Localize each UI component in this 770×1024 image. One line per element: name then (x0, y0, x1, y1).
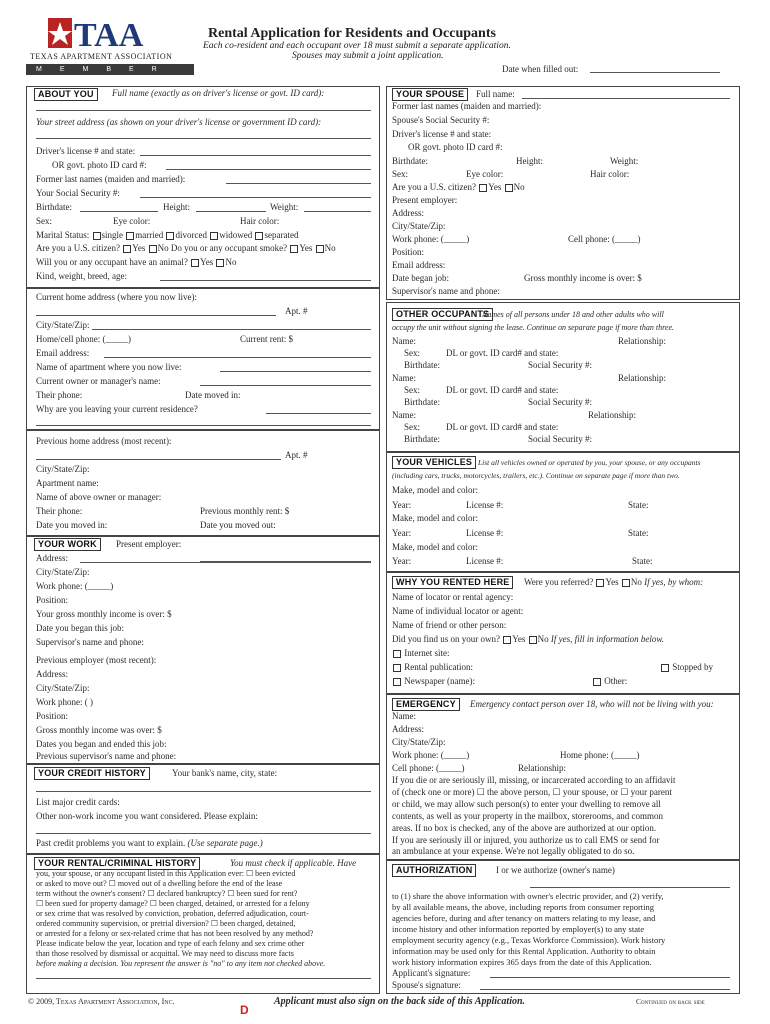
spouse-header: YOUR SPOUSE (392, 88, 468, 101)
spouse-ssn-label: Spouse's Social Security #: (392, 115, 490, 125)
referred-yes-checkbox[interactable] (596, 579, 604, 587)
prev-city-label: City/State/Zip: (36, 464, 90, 474)
spouse-sig-label: Spouse's signature: (392, 980, 461, 990)
criminal-check-note: You must check if applicable. Have (230, 858, 357, 868)
occ3-birthdate-label: Birthdate: (404, 434, 440, 444)
occupants-note-2: occupy the unit without signing the lease. Continue on separate page if more than three. (392, 323, 675, 332)
work-address-field[interactable] (80, 562, 371, 563)
spouse-supervisor-label: Supervisor's name and phone: (392, 286, 500, 296)
work-began-label: Date you began this job: (36, 623, 124, 633)
sign-back-notice: Applicant must also sign on the back side of this Application. (274, 996, 526, 1007)
referred-no-checkbox[interactable] (622, 579, 630, 587)
spouse-citizen-row (392, 182, 525, 193)
prev-employer-label: Previous employer (most recent): (36, 655, 157, 665)
occ2-relationship-label: Relationship: (618, 373, 666, 383)
street-field[interactable] (36, 138, 371, 139)
veh3-year-label: Year: (392, 556, 412, 566)
animal-no-checkbox[interactable] (216, 259, 224, 267)
height-field[interactable] (196, 211, 266, 212)
kind-label: Kind, weight, breed, age: (36, 271, 127, 281)
auth-text-1: by all available means, the above, including reports from consumer reporting (392, 902, 655, 912)
em-work-phone-label: Work phone: (_____) (392, 750, 470, 760)
internet-row (392, 648, 449, 659)
full-name-label: Full name (exactly as on driver's license or govt. ID card): (112, 88, 325, 98)
current-address-field[interactable] (36, 315, 276, 316)
locator-label: Name of locator or rental agency: (392, 592, 514, 602)
criminal-header: YOUR RENTAL/CRIMINAL HISTORY (34, 857, 200, 870)
prev-work-position-label: Position: (36, 711, 69, 721)
form-subtitle-2: Spouses may submit a joint application. (292, 51, 444, 61)
date-label: Date when filled out: (502, 64, 579, 74)
form-title: Rental Application for Residents and Occupants (208, 26, 496, 41)
work-income-label: Your gross monthly income is over: $ (36, 609, 172, 619)
citizen-yes-checkbox[interactable] (123, 245, 131, 253)
prev-work-city-label: City/State/Zip: (36, 683, 90, 693)
bank-label: Your bank's name, city, state: (172, 768, 278, 778)
referred-row (524, 577, 703, 588)
spouse-address-label: Address: (392, 208, 424, 218)
occ3-relationship-label: Relationship: (588, 410, 636, 420)
credit-header: YOUR CREDIT HISTORY (34, 767, 150, 780)
stopped-label: Stopped by (672, 662, 714, 672)
spouse-income-label: Gross monthly income is over: $ (524, 273, 642, 283)
criminal-line-1: or asked to move out? ☐ moved out of a dwelling before the end of the lease (36, 879, 283, 888)
spouse-height-label: Height: (516, 156, 543, 166)
present-employer-label: Present employer: (116, 539, 182, 549)
bank-field[interactable] (36, 791, 371, 792)
occ2-sex-label: Sex: (404, 385, 421, 395)
prev-their-phone-label: Their phone: (36, 506, 83, 516)
birthdate-label: Birthdate: (36, 202, 72, 212)
emergency-header: EMERGENCY (392, 698, 460, 711)
current-city-label: City/State/Zip: (36, 320, 90, 330)
criminal-line-5: ordered community supervision, or pretrial diversion? ☐ been charged, detained, (36, 919, 296, 928)
smoke-yes-label: Yes (299, 243, 313, 253)
single-checkbox[interactable] (93, 232, 101, 240)
authorization-header: AUTHORIZATION (392, 864, 476, 877)
owner-name-field[interactable] (530, 887, 730, 888)
weight-field[interactable] (304, 211, 371, 212)
referred-if-yes: If yes, by whom: (644, 577, 704, 587)
spouse-email-label: Email address: (392, 260, 446, 270)
why-field-2[interactable] (36, 425, 371, 426)
veh3-state-label: State: (632, 556, 653, 566)
criminal-line-8: than those resolved by dismissal or acquittal. We may need to discuss more facts (36, 949, 294, 958)
other-row (592, 676, 627, 687)
current-apt-label: Apt. # (285, 306, 308, 316)
divorced-label: divorced (175, 230, 207, 240)
veh2-state-label: State: (628, 528, 649, 538)
dl-label: Driver's license # and state: (36, 146, 136, 156)
citizen-row (36, 243, 336, 254)
their-phone-label: Their phone: (36, 390, 83, 400)
occ1-dl-label: DL or govt. ID card# and state: (446, 348, 559, 358)
widowed-label: widowed (219, 230, 253, 240)
apt-name-label: Name of apartment where you now live: (36, 362, 182, 372)
em-text-3: contents, as well as your property in the mailbox, storerooms, and common (392, 811, 663, 821)
auth-text-0: to (1) share the above information with owner's electric provider, and (2) verify, (392, 891, 664, 901)
stopped-checkbox[interactable] (661, 664, 669, 672)
svg-text:TAA: TAA (74, 17, 144, 54)
copyright: © 2009, Texas Apartment Association, Inc. (28, 997, 175, 1006)
govt-id-label: OR govt. photo ID card #: (52, 160, 147, 170)
kind-field[interactable] (160, 280, 371, 281)
single-label: single (101, 230, 123, 240)
continued-label: Continued on back side (636, 997, 705, 1006)
spouse-began-label: Date began job: (392, 273, 449, 283)
occ1-relationship-label: Relationship: (618, 336, 666, 346)
prev-address-field[interactable] (36, 459, 281, 460)
govt-id-field[interactable] (166, 169, 371, 170)
work-supervisor-label: Supervisor's name and phone: (36, 637, 144, 647)
veh2-year-label: Year: (392, 528, 412, 538)
occ2-birthdate-label: Birthdate: (404, 397, 440, 407)
veh1-license-label: License #: (466, 500, 504, 510)
citizen-no-label: No (157, 243, 169, 253)
sex-label: Sex: (36, 216, 53, 226)
criminal-line-9: before making a decision. You represent the answer is "no" to any item not checked above. (36, 959, 326, 968)
current-rent-label: Current rent: $ (240, 334, 293, 344)
other-income-field[interactable] (36, 833, 371, 834)
smoke-label: Do you or any occupant smoke? (170, 243, 288, 253)
past-problems-label (36, 838, 263, 849)
animal-no-label: No (225, 257, 237, 267)
hair-label: Hair color: (240, 216, 280, 226)
spouse-work-phone-label: Work phone: (_____) (392, 234, 470, 244)
occ1-sex-label: Sex: (404, 348, 421, 358)
spouse-dl-label: Driver's license # and state: (392, 129, 492, 139)
em-text-1: of (check one or more) ☐ the above person, ☐ your spouse, or ☐ your parent (392, 787, 672, 797)
spouse-employer-label: Present employer: (392, 195, 458, 205)
own-label: Did you find us on your own? (392, 634, 500, 644)
prev-work-income-label: Gross monthly income was over: $ (36, 725, 162, 735)
married-label: married (135, 230, 164, 240)
citizen-label: Are you a U.S. citizen? (36, 243, 120, 253)
prev-rent-label: Previous monthly rent: $ (200, 506, 290, 516)
own-if-yes: If yes, fill in information below. (550, 634, 664, 644)
veh2-make-label: Make, model and color: (392, 513, 478, 523)
page-mark: D (240, 1003, 249, 1017)
separated-label: separated (264, 230, 299, 240)
criminal-line-7: Please indicate below the year, location and type of each felony and sex crime other (36, 939, 305, 948)
veh3-make-label: Make, model and color: (392, 542, 478, 552)
email-label: Email address: (36, 348, 90, 358)
individual-label: Name of individual locator or agent: (392, 606, 524, 616)
vehicles-header: YOUR VEHICLES (392, 456, 476, 469)
spouse-cell-phone-label: Cell phone: (_____) (568, 234, 641, 244)
moved-in-label: Date moved in: (185, 390, 241, 400)
past-problems-note: (Use separate page.) (187, 838, 263, 848)
animal-label: Will you or any occupant have an animal? (36, 257, 188, 267)
current-city-field[interactable] (92, 329, 371, 330)
work-city-label: City/State/Zip: (36, 567, 90, 577)
spouse-citizen-yes-label: Yes (488, 182, 502, 192)
applicant-sig-label: Applicant's signature: (392, 968, 471, 978)
work-address-label: Address: (36, 553, 68, 563)
occ3-name-label: Name: (392, 410, 416, 420)
why-rented-header: WHY YOU RENTED HERE (392, 576, 513, 589)
animal-row (36, 257, 236, 268)
newspaper-label: Newspaper (name): (404, 676, 475, 686)
applicant-signature-field[interactable] (490, 977, 730, 978)
citizen-yes-label: Yes (132, 243, 146, 253)
em-relationship-label: Relationship: (518, 763, 566, 773)
newspaper-checkbox[interactable] (393, 678, 401, 686)
smoke-no-label: No (324, 243, 336, 253)
former-names-label: Former last names (maiden and married): (36, 174, 186, 184)
veh2-license-label: License #: (466, 528, 504, 538)
em-name-label: Name: (392, 711, 416, 721)
divorced-checkbox[interactable] (166, 232, 174, 240)
spouse-name-label: Full name: (476, 89, 515, 99)
spouse-birthdate-label: Birthdate: (392, 156, 428, 166)
married-checkbox[interactable] (126, 232, 134, 240)
widowed-checkbox[interactable] (210, 232, 218, 240)
spouse-citizen-no-checkbox[interactable] (505, 184, 513, 192)
work-phone-label: Work phone: (_____) (36, 581, 114, 591)
publication-checkbox[interactable] (393, 664, 401, 672)
member-bar: MEMBER (26, 64, 194, 75)
spouse-eye-label: Eye color: (466, 169, 504, 179)
spouse-weight-label: Weight: (610, 156, 639, 166)
em-text-2: or child, we may allow such person(s) to enter your dwelling to remove all (392, 799, 661, 809)
auth-text-6: work history information expires 365 days from the date of this Application. (392, 957, 652, 967)
ssn-field[interactable] (140, 197, 371, 198)
prev-moved-in-label: Date you moved in: (36, 520, 108, 530)
why-field[interactable] (266, 413, 371, 414)
em-text-0: If you die or are seriously ill, missing, or incarcerated according to an affidavit (392, 775, 676, 785)
veh3-license-label: License #: (466, 556, 504, 566)
marital-row (36, 230, 298, 241)
apt-name-field[interactable] (220, 371, 371, 372)
authorize-label: I or we authorize (owner's name) (496, 865, 615, 875)
spouse-citizen-no-label: No (513, 182, 525, 192)
form-subtitle-1: Each co-resident and each occupant over 18 must submit a separate application. (203, 41, 511, 51)
criminal-line-6: or arrested for a felony or sex-related crime that has not been resolved by any method? (36, 929, 314, 938)
spouse-citizen-yes-checkbox[interactable] (479, 184, 487, 192)
referred-label: Were you referred? (524, 577, 594, 587)
spouse-sex-label: Sex: (392, 169, 409, 179)
criminal-line-2: term without the owner's consent? ☐ declared bankruptcy? ☐ been sued for rent? (36, 889, 298, 898)
owner-field[interactable] (200, 385, 371, 386)
referred-yes-label: Yes (605, 577, 619, 587)
street-label: Your street address (as shown on your driver's license or government ID card): (36, 117, 322, 127)
em-address-label: Address: (392, 724, 424, 734)
prev-work-phone-label: Work phone: ( ) (36, 697, 94, 707)
cards-label: List major credit cards: (36, 797, 120, 807)
weight-label: Weight: (270, 202, 299, 212)
criminal-details-field[interactable] (36, 978, 371, 979)
dl-field[interactable] (140, 155, 371, 156)
prev-apt-name-label: Apartment name: (36, 478, 99, 488)
spouse-citizen-label: Are you a U.S. citizen? (392, 182, 476, 192)
prev-address-label: Previous home address (most recent): (36, 436, 172, 446)
prev-owner-label: Name of above owner or manager: (36, 492, 162, 502)
full-name-field[interactable] (36, 110, 371, 111)
vehicles-note-2: (including cars, trucks, motorcycles, trailers, etc.). Continue on separate page if more than two. (392, 471, 680, 480)
em-home-phone-label: Home phone: (_____) (560, 750, 640, 760)
emergency-note: Emergency contact person over 18, who will not be living with you: (470, 699, 714, 709)
stopped-row (660, 662, 713, 673)
separated-checkbox[interactable] (255, 232, 263, 240)
internet-label: Internet site: (404, 648, 450, 658)
spouse-govt-id-label: OR govt. photo ID card #: (408, 142, 503, 152)
own-row (392, 634, 664, 645)
citizen-no-checkbox[interactable] (149, 245, 157, 253)
work-position-label: Position: (36, 595, 69, 605)
occ2-dl-label: DL or govt. ID card# and state: (446, 385, 559, 395)
height-label: Height: (163, 202, 190, 212)
birthdate-field[interactable] (80, 211, 158, 212)
em-text-5: If you are seriously ill or injured, you authorize us to call EMS or send for (392, 835, 660, 845)
other-income-label: Other non-work income you want considered. Please explain: (36, 811, 258, 821)
spouse-hair-label: Hair color: (590, 169, 630, 179)
occ3-ssn-label: Social Security #: (528, 434, 592, 444)
prev-work-address-label: Address: (36, 669, 68, 679)
occ1-birthdate-label: Birthdate: (404, 360, 440, 370)
spouse-signature-field[interactable] (480, 989, 730, 990)
spouse-name-field[interactable] (522, 98, 730, 99)
own-yes-label: Yes (512, 634, 526, 644)
em-text-4: areas. If no box is checked, any of the above are authorized at our option. (392, 823, 657, 833)
auth-text-3: income history and other information reported by employer(s) to any state (392, 924, 645, 934)
occ3-sex-label: Sex: (404, 422, 421, 432)
former-names-field[interactable] (226, 183, 371, 184)
own-no-checkbox[interactable] (529, 636, 537, 644)
prev-work-dates-label: Dates you began and ended this job: (36, 739, 167, 749)
occupants-note-1: Names of all persons under 18 and other adults who will (482, 310, 664, 319)
vehicles-note-1: List all vehicles owned or operated by you, your spouse, or any occupants (478, 458, 701, 467)
about-you-header: ABOUT YOU (34, 88, 98, 101)
other-label: Other: (604, 676, 628, 686)
past-problems-text: Past credit problems you want to explain. (36, 838, 186, 848)
em-city-label: City/State/Zip: (392, 737, 446, 747)
org-name: TEXAS APARTMENT ASSOCIATION (30, 52, 173, 61)
veh1-year-label: Year: (392, 500, 412, 510)
occ1-name-label: Name: (392, 336, 416, 346)
occ2-ssn-label: Social Security #: (528, 397, 592, 407)
criminal-line-3: ☐ been sued for property damage? ☐ been charged, detained, or arrested for a felony (36, 899, 310, 908)
prev-work-supervisor-label: Previous supervisor's name and phone: (36, 751, 177, 761)
auth-text-4: employment security agency (e.g., Texas Workforce Commission). Work history (392, 935, 666, 945)
ssn-label: Your Social Security #: (36, 188, 120, 198)
occupants-header: OTHER OCCUPANTS (392, 308, 493, 321)
referred-no-label: No (630, 577, 642, 587)
email-field[interactable] (104, 357, 371, 358)
newspaper-row (392, 676, 475, 687)
eye-label: Eye color: (113, 216, 151, 226)
publication-row (392, 662, 473, 673)
criminal-line-4: or sex crime that was resolved by conviction, probation, deferred adjudication, court- (36, 909, 309, 918)
current-address-label: Current home address (where you now live): (36, 292, 197, 302)
your-work-header: YOUR WORK (34, 538, 101, 551)
em-cell-phone-label: Cell phone: (_____) (392, 763, 465, 773)
publication-label: Rental publication: (404, 662, 473, 672)
em-text-6: an ambulance at your expense. We're not legally obligated to do so. (392, 846, 635, 856)
why-leaving-label: Why are you leaving your current residence? (36, 404, 198, 414)
current-phone-label: Home/cell phone: (_____) (36, 334, 131, 344)
marital-label: Marital Status: (36, 230, 90, 240)
auth-text-5: information may be used only for this Rental Application. Authority to obtain (392, 946, 656, 956)
spouse-city-label: City/State/Zip: (392, 221, 446, 231)
veh1-make-label: Make, model and color: (392, 485, 478, 495)
smoke-no-checkbox[interactable] (316, 245, 324, 253)
internet-checkbox[interactable] (393, 650, 401, 658)
spouse-former-label: Former last names (maiden and married): (392, 101, 542, 111)
smoke-yes-checkbox[interactable] (290, 245, 298, 253)
veh1-state-label: State: (628, 500, 649, 510)
own-no-label: No (537, 634, 549, 644)
occ2-name-label: Name: (392, 373, 416, 383)
occ3-dl-label: DL or govt. ID card# and state: (446, 422, 559, 432)
owner-label: Current owner or manager's name: (36, 376, 161, 386)
criminal-line-0: you, your spouse, or any occupant listed in this Application ever: ☐ been evicted (36, 869, 296, 878)
animal-yes-label: Yes (200, 257, 214, 267)
animal-yes-checkbox[interactable] (191, 259, 199, 267)
own-yes-checkbox[interactable] (503, 636, 511, 644)
prev-moved-out-label: Date you moved out: (200, 520, 276, 530)
occ1-ssn-label: Social Security #: (528, 360, 592, 370)
other-checkbox[interactable] (593, 678, 601, 686)
prev-apt-label: Apt. # (285, 450, 308, 460)
spouse-position-label: Position: (392, 247, 425, 257)
auth-text-2: agencies before, during and after tenancy on matters relating to my lease, and (392, 913, 656, 923)
friend-label: Name of friend or other person: (392, 620, 507, 630)
date-field[interactable] (590, 72, 720, 73)
